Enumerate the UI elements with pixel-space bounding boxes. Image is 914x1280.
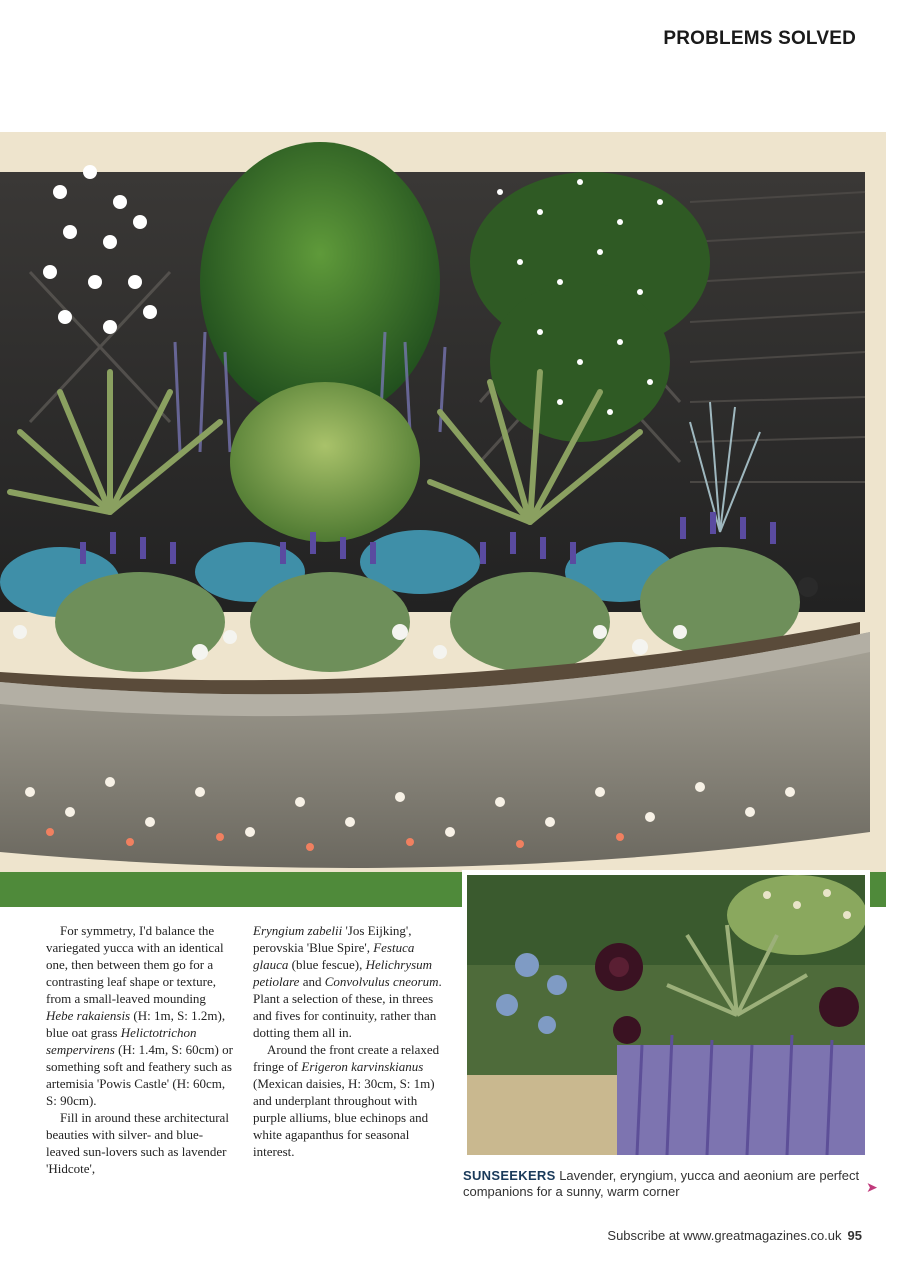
column-1-paragraph-2: Fill in around these architectural beauties with silver- and blue-leaved sun-lovers such as lavender 'Hidcote', bbox=[46, 1110, 229, 1176]
page-footer bbox=[607, 1228, 862, 1243]
caption-heading: SUNSEEKERS bbox=[463, 1168, 556, 1183]
page-number: 95 bbox=[847, 1228, 862, 1243]
subscribe-link[interactable]: Subscribe at www.greatmagazines.co.uk bbox=[607, 1228, 842, 1243]
column-2-paragraph-1: Eryngium zabelii 'Jos Eijking', perovskia 'Blue Spire', Festuca glauca (blue fescue), Helichrysum petiolare and Convolvulus cneorum. Plant a selection of these, in threes and fives for continuity, rather than dotting them all in. bbox=[253, 923, 442, 1040]
column-2-paragraph-2: Around the front create a relaxed fringe of Erigeron karvinskianus (Mexican daisies, H: 30cm, S: 1m) and underplant throughout with purple alliums, blue echinops and white agapanthus for seasonal interest. bbox=[253, 1042, 440, 1159]
arrow-right-icon[interactable]: ➤ bbox=[866, 1180, 878, 1196]
photo-caption bbox=[463, 1168, 863, 1200]
caption-text: Lavender, eryngium, yucca and aeonium are perfect companions for a sunny, warm corner bbox=[463, 1168, 860, 1199]
column-1-paragraph-1: For symmetry, I'd balance the variegated yucca with an identical one, then between them go for a contrasting leaf shape or texture, from a small-leaved mounding Hebe rakaiensis (H: 1m, S: 1.2m), blue oat grass Helictotrichon sempervirens (H: 1.4m, S: 60cm) or something soft and feathery such as artemisia 'Powis Castle' (H: 60cm, S: 90cm). bbox=[46, 923, 233, 1108]
sunseekers-photo bbox=[462, 870, 870, 1160]
section-header: PROBLEMS SOLVED bbox=[663, 28, 856, 49]
garden-illustration bbox=[0, 132, 886, 907]
body-column-2 bbox=[253, 922, 443, 1160]
body-column-1 bbox=[46, 922, 236, 1177]
